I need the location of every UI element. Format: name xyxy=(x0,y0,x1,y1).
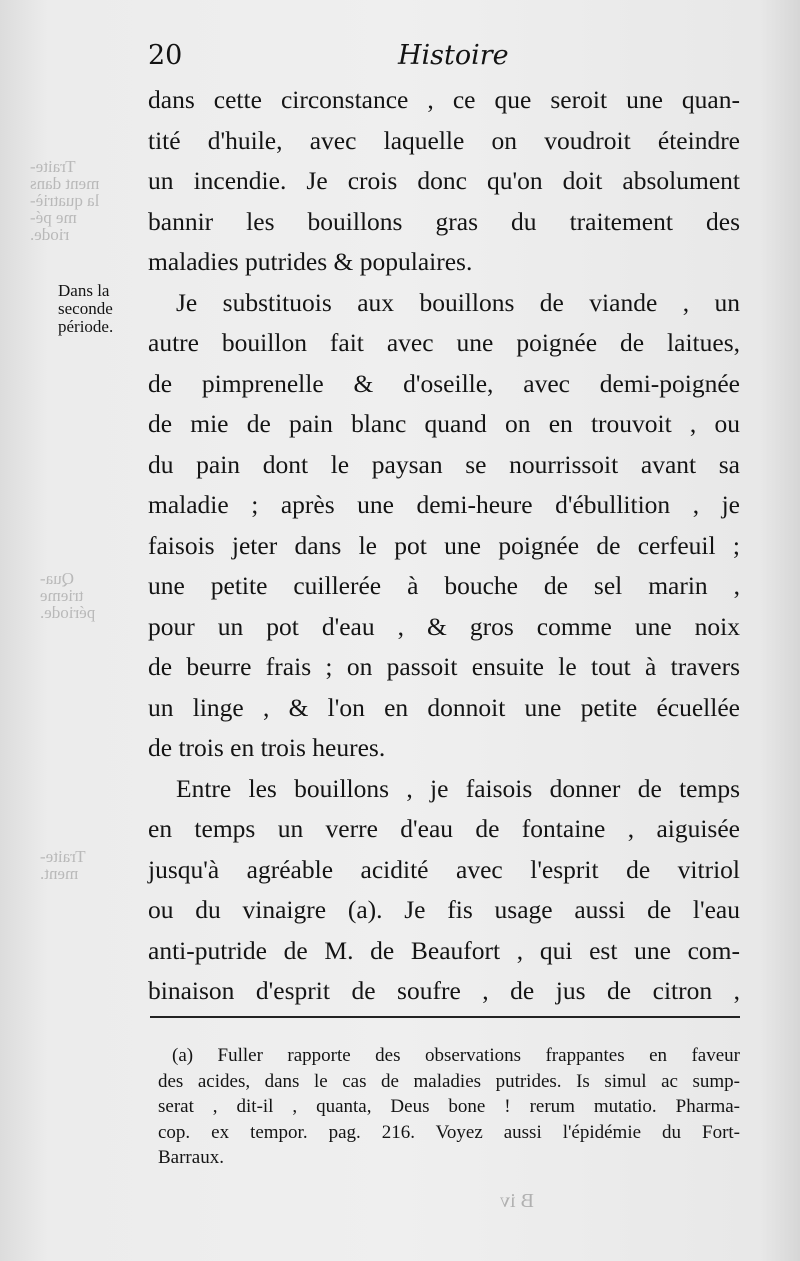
text-line: de mie de pain blanc quand on en trouvoit , ou xyxy=(148,409,740,438)
ghost-text: Traite- xyxy=(30,157,76,176)
margin-note-line: Dans la xyxy=(58,281,110,300)
ghost-text: ment. xyxy=(40,864,79,883)
footnote-line: des acides, dans le cas de maladies putrides. Is simul ac sump- xyxy=(158,1070,740,1092)
text-line: autre bouillon fait avec une poignée de laitues, xyxy=(148,328,740,357)
text-line: pour un pot d'eau , & gros comme une noix xyxy=(148,611,740,641)
ghost-text: période. xyxy=(40,603,96,622)
margin-note-line: seconde xyxy=(58,299,113,318)
ghost-text: riode. xyxy=(30,225,70,244)
footnote-line: cop. ex tempor. pag. 216. Voyez aussi l'épidémie du Fort- xyxy=(158,1121,740,1143)
body-text xyxy=(148,80,740,1012)
text-line: jusqu'à agréable acidité avec l'esprit de vitriol xyxy=(148,854,740,884)
text-line: de pimprenelle & d'oseille, avec demi-poignée xyxy=(148,368,740,398)
show-through-signature: B iv xyxy=(500,1190,534,1212)
footnote-line: Barraux. xyxy=(158,1147,224,1168)
text-line: anti-putride de M. de Beaufort , qui est une com- xyxy=(148,935,740,965)
text-line: ou du vinaigre (a). Je fis usage aussi de l'eau xyxy=(148,895,740,924)
text-line: du pain dont le paysan se nourrissoit avant sa xyxy=(148,449,740,479)
text-line: maladies putrides & populaires. xyxy=(148,247,473,276)
page-header xyxy=(148,40,740,80)
ghost-text: me pé- xyxy=(30,208,77,227)
show-through-note-3 xyxy=(40,848,140,882)
text-line: une petite cuillerée à bouche de sel marin , xyxy=(148,571,740,600)
margin-note xyxy=(58,282,144,336)
ghost-text: trieme xyxy=(40,586,84,605)
footnote-line: serat , dit-il , quanta, Deus bone ! rerum mutatio. Pharma- xyxy=(158,1096,740,1117)
margin-note-line: période. xyxy=(58,317,114,336)
page-number: 20 xyxy=(148,40,183,71)
ghost-text: la quatriè- xyxy=(30,191,100,210)
text-line: dans cette circonstance , ce que seroit une quan- xyxy=(148,85,740,114)
text-line: un incendie. Je crois donc qu'on doit absolument xyxy=(148,166,740,195)
footnote xyxy=(158,1043,740,1171)
text-line: faisois jeter dans le pot une poignée de cerfeuil ; xyxy=(148,530,740,560)
text-line: Entre les bouillons , je faisois donner de temps xyxy=(176,773,740,803)
text-line: un linge , & l'on en donnoit une petite écuellée xyxy=(148,692,740,722)
text-line: de trois en trois heures. xyxy=(148,733,386,762)
running-head: Histoire xyxy=(398,40,509,71)
ghost-text: ment dans xyxy=(30,174,100,193)
footnote-rule xyxy=(150,1016,740,1018)
show-through-note-1 xyxy=(30,158,140,243)
ghost-text: Traite- xyxy=(40,847,86,866)
text-line: en temps un verre d'eau de fontaine , aiguisée xyxy=(148,814,740,843)
footnote-line: (a) Fuller rapporte des observations frappantes en faveur xyxy=(172,1045,740,1066)
text-line: bannir les bouillons gras du traitement des xyxy=(148,206,740,236)
text-line: de beurre frais ; on passoit ensuite le tout à travers xyxy=(148,652,740,681)
text-line: binaison d'esprit de soufre , de jus de citron , xyxy=(148,976,740,1005)
text-line: Je substituois aux bouillons de viande , un xyxy=(176,287,740,317)
text-line: tité d'huile, avec laquelle on voudroit éteindre xyxy=(148,125,740,155)
text-line: maladie ; après une demi-heure d'ébullition , je xyxy=(148,490,740,519)
ghost-text: Qua- xyxy=(40,569,74,588)
show-through-note-2 xyxy=(40,570,140,621)
